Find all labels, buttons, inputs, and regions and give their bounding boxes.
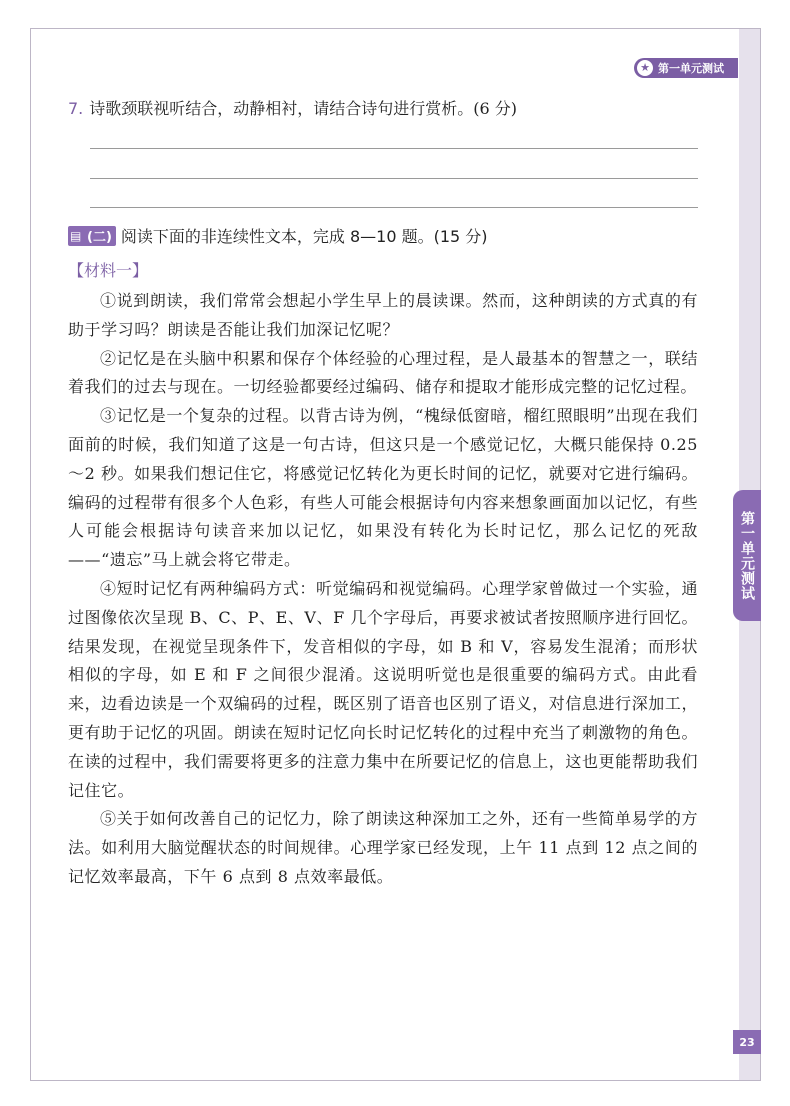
material-title: 【材料一】 <box>68 261 149 280</box>
paragraph: ①说到朗读，我们常常会想起小学生早上的晨读课。然而，这种朗读的方式真的有助于学习吗？朗读是否能让我们加深记忆呢？ <box>68 291 698 339</box>
question-number: 7. <box>68 99 84 118</box>
material-body <box>68 287 698 892</box>
page-number: 23 <box>733 1030 761 1054</box>
answer-line[interactable] <box>90 148 698 149</box>
question-text: 诗歌颈联视听结合，动静相衬，请结合诗句进行赏析。(6 分) <box>89 99 518 118</box>
unit-side-tab: 第一单元测试 <box>733 490 761 621</box>
section-instruction: 阅读下面的非连续性文本，完成 8—10 题。(15 分) <box>120 227 488 246</box>
paragraph: ④短时记忆有两种编码方式：听觉编码和视觉编码。心理学家曾做过一个实验，通过图像依次呈现 B、C、P、E、V、F 几个字母后，再要求被试者按照顺序进行回忆。结果发现，在视觉呈现条件下，发音相似的字母，如 B 和 V，容易发生混淆；而形状相似的字母，如 E 和 F 之间很少混淆。这说明听觉也是很重要的编码方式。由此看来，边看边读是一个双编码的过程，既区别了语音也区别了语义，对信息进行深加工，更有助于记忆的巩固。朗读在短时记忆向长时记忆转化的过程中充当了刺激物的角色。在读的过程中，我们需要将更多的注意力集中在所要记忆的信息上，这也更能帮助我们记住它。 <box>68 578 698 800</box>
star-icon: ★ <box>637 60 653 76</box>
header-badge-label: 第一单元测试 <box>658 62 724 75</box>
answer-line[interactable] <box>90 207 698 208</box>
section-heading <box>68 224 488 247</box>
unit-test-header-badge <box>634 58 738 78</box>
book-icon: ▤ <box>70 228 82 243</box>
section-badge <box>68 226 116 246</box>
section-badge-label: (二) <box>87 230 112 245</box>
paragraph: ③记忆是一个复杂的过程。以背古诗为例，“槐绿低窗暗，榴红照眼明”出现在我们面前的时候，我们知道了这是一句古诗，但这只是一个感觉记忆，大概只能保持 0.25～2 秒。如果我们想记住它，将感觉记忆转化为更长时间的记忆，就要对它进行编码。编码的过程带有很多个人色彩，有些人可能会根据诗句内容来想象画面加以记忆，有些人可能会根据诗句读音来加以记忆，如果没有转化为长时记忆，那么记忆的死敌——“遗忘”马上就会将它带走。 <box>68 406 698 570</box>
question-7 <box>68 97 517 121</box>
answer-line[interactable] <box>90 178 698 179</box>
paragraph: ⑤关于如何改善自己的记忆力，除了朗读这种深加工之外，还有一些简单易学的方法。如利用大脑觉醒状态的时间规律。心理学家已经发现，上午 11 点到 12 点之间的记忆效率最高，下午 6 点到 8 点效率最低。 <box>68 809 698 886</box>
paragraph: ②记忆是在头脑中积累和保存个体经验的心理过程，是人最基本的智慧之一，联结着我们的过去与现在。一切经验都要经过编码、储存和提取才能形成完整的记忆过程。 <box>68 348 698 397</box>
